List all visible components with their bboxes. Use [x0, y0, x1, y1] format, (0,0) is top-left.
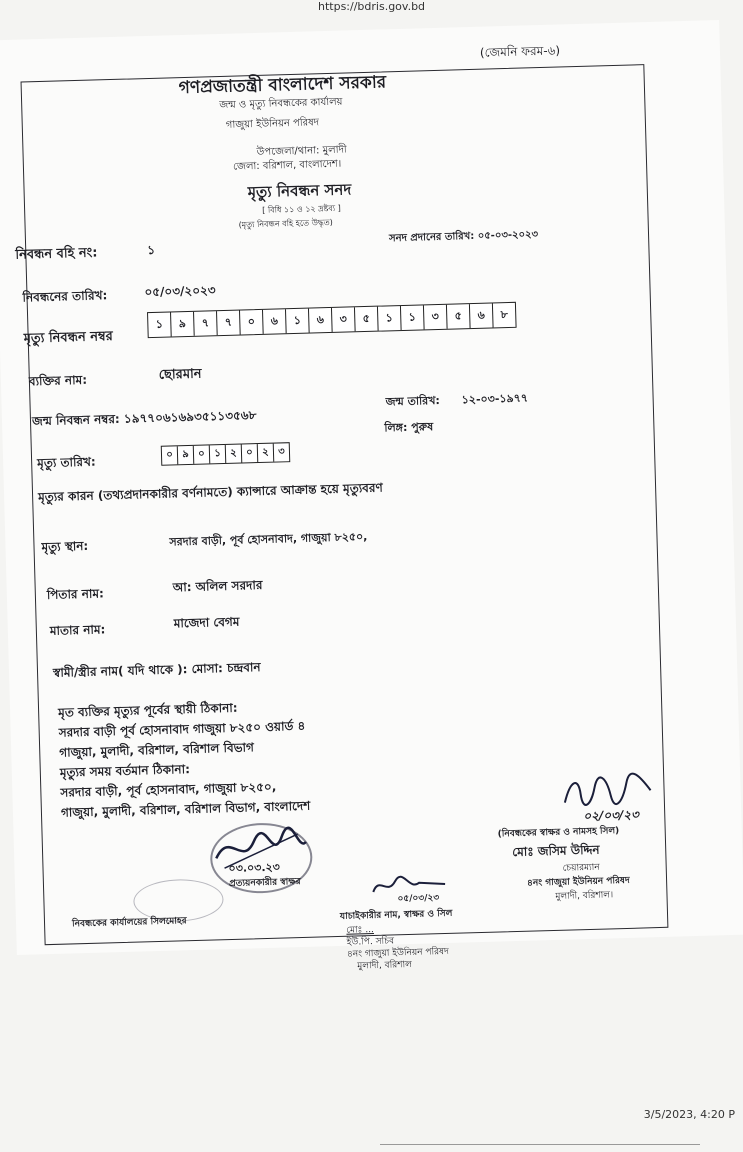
death-date-label: মৃত্যু তারিখ:: [36, 454, 96, 471]
death-date-digit: ১: [210, 445, 226, 463]
death-reg-no-digit: ৯: [171, 312, 195, 337]
death-reg-no-digit: ১: [401, 305, 425, 330]
perm-address-line1: সরদার বাড়ী পূর্ব হোসনাবাদ গাজুয়া ৮২৫০ ওয়ার্ড ৪: [58, 718, 306, 740]
registrar-name: মোঃ জসিম উদ্দিন: [512, 842, 600, 860]
spouse-value: মোসা: চন্দ্রবান: [191, 660, 261, 676]
place-label: মৃত্যু স্থান:: [41, 538, 89, 555]
form-label: (জেমনি ফরম-৬): [479, 43, 561, 60]
death-reg-no-digit: ১: [148, 312, 172, 337]
death-date-digit: ০: [194, 445, 210, 463]
death-date-digit: ০: [162, 446, 178, 464]
attestor-label: প্রত্যয়নকারীর স্বাক্ষর: [228, 877, 301, 890]
death-reg-no-digit: ৬: [263, 309, 287, 334]
death-date-digit: ৩: [278, 446, 285, 458]
name-value: ছোরমান: [158, 366, 202, 383]
verifier-date: ০৫/০৩/২৩: [397, 893, 440, 905]
death-reg-no-digit: ১: [286, 309, 310, 334]
name-label: ব্যক্তির নাম:: [28, 372, 88, 389]
verifier-label: যাচাইকারীর নাম, স্বাক্ষর ও সিল: [339, 908, 453, 922]
sex-field: [384, 418, 433, 438]
death-reg-no-digit: ৭: [217, 311, 241, 336]
document-title: মৃত্যু নিবন্ধন সনদ: [247, 180, 352, 202]
death-date-digit: ২: [258, 444, 274, 462]
mother-label: মাতার নাম:: [49, 622, 106, 638]
office-seal-label: নিবন্ধকের কার্যালয়ের সিলমোহর: [71, 916, 187, 930]
death-certificate: [0, 20, 743, 972]
page-url: https://bdris.gov.bd: [318, 0, 426, 13]
mother-value: মাজেদা বেগম: [173, 614, 240, 631]
page-edge-line: [380, 1144, 700, 1145]
book-no-label: নিবন্ধন বহি নং:: [15, 245, 98, 263]
verifier-line2: ইউ.পি. সচিব: [346, 936, 395, 948]
attestor-date: ০৩.০৩.২৩: [228, 860, 281, 876]
registrar-title: চেয়ারম্যান: [562, 862, 600, 874]
verifier-line1: মোঃ ...: [346, 925, 375, 936]
dob-label: জন্ম তারিখ:: [385, 393, 441, 409]
place-value: সরদার বাড়ী, পূর্ব হোসনাবাদ, গাজুয়া ৮২৫০,: [169, 530, 368, 549]
union-header: গাজুয়া ইউনিয়ন পরিষদ: [225, 117, 320, 131]
death-reg-no-digit: ১: [378, 306, 402, 331]
registrar-signature-icon: [560, 770, 661, 813]
death-reg-no-digit: ৬: [470, 303, 494, 328]
cause-value: ক্যান্সারে আক্রান্ত হয়ে মৃত্যুবরণ: [236, 480, 383, 499]
verifier-line4: মুলাদী, বরিশাল: [357, 959, 413, 972]
curr-address-line1: সরদার বাড়ী, পূর্ব হোসনাবাদ, গাজুয়া ৮২৫০,: [60, 779, 277, 800]
verifier-line3: ৪নং গাজুয়া ইউনিয়ন পরিষদ: [346, 946, 449, 960]
curr-address-line2: গাজুয়া, মুলাদী, বরিশাল, বরিশাল বিভাগ, বাংলাদেশ: [60, 798, 311, 820]
death-date-digit: ০: [242, 444, 258, 462]
office-header: জন্ম ও মৃত্যু নিবন্ধকের কার্যালয়: [219, 96, 343, 112]
district-header: জেলা: বরিশাল, বাংলাদেশ।: [232, 158, 342, 173]
dob-field: [385, 390, 528, 413]
curr-address-label: মৃত্যুর সময় বর্তমান ঠিকানা:: [59, 762, 191, 780]
reg-date-value: ০৫/০৩/২০২৩: [144, 283, 216, 300]
death-reg-no-digit: ৫: [447, 304, 471, 329]
spouse-label: স্বামী/স্ত্রীর নাম( যদি থাকে ):: [52, 662, 188, 680]
registrar-date: ০২/০৩/২৩: [583, 807, 640, 824]
reg-date-label: নিবন্ধনের তারিখ:: [22, 288, 108, 305]
registrar-sign-label: (নিবন্ধকের স্বাক্ষর ও নামসহ সিল): [497, 826, 620, 840]
death-reg-no-label: মৃত্যু নিবন্ধন নম্বর: [23, 329, 114, 347]
dob-value: ১২-০৩-১৯৭৭: [461, 391, 529, 407]
death-date-boxes: [161, 442, 291, 466]
issue-date-label: সনদ প্রদানের তারিখ:: [388, 230, 475, 245]
death-date-digit: ২: [226, 445, 242, 463]
government-header: গণপ্রজাতন্ত্রী বাংলাদেশ সরকার: [178, 72, 387, 99]
death-reg-no-digit: ৬: [309, 308, 333, 333]
death-reg-no-digit: ৩: [332, 307, 356, 332]
death-reg-no-digit: ০: [240, 310, 264, 335]
registrar-office: ৪নং গাজুয়া ইউনিয়ন পরিষদ: [526, 875, 630, 889]
birth-reg-value: ১৯৭৭০৬১৬৯৩৫১১৩৫৬৮: [123, 408, 257, 426]
perm-address-line2: গাজুয়া, মুলাদী, বরিশাল, বরিশাল বিভাগ: [59, 740, 255, 760]
father-label: পিতার নাম:: [46, 586, 105, 603]
register-reference: (মৃত্যু নিবন্ধন বহি হতে উদ্ধৃত): [238, 217, 333, 230]
death-reg-no-digit: ৩: [424, 305, 448, 330]
father-value: আ: অলিল সরদার: [172, 577, 263, 595]
rule-reference: [ বিধি ১১ ও ১২ দ্রষ্টব্য ]: [262, 203, 341, 215]
birth-reg-label: জন্ম নিবন্ধন নম্বর:: [31, 411, 120, 429]
book-no-value: ১: [147, 242, 156, 258]
registrar-place: মুলাদী, বরিশাল।: [555, 890, 614, 902]
perm-address-label: মৃত ব্যক্তির মৃত্যুর পূর্বের স্থায়ী ঠিকানা:: [57, 700, 238, 720]
death-reg-no-digit: ৮: [500, 308, 508, 322]
issue-date-value: ০৫-০৩-২০২৩: [477, 229, 539, 242]
death-date-digit: ৯: [178, 446, 194, 464]
cause-label: মৃত্যুর কারন (তথ্যপ্রদানকারীর বর্ণনামতে): [37, 484, 233, 505]
sex-label: লিঙ্গ:: [384, 420, 408, 435]
print-timestamp: 3/5/2023, 4:20 P: [643, 1108, 735, 1121]
sex-value: পুরুষ: [411, 420, 434, 434]
upazila-header: উপজেলা/থানা: মুলাদী: [256, 144, 347, 158]
death-reg-no-digit: ৫: [355, 307, 379, 332]
death-reg-no-digit: ৭: [194, 311, 218, 336]
